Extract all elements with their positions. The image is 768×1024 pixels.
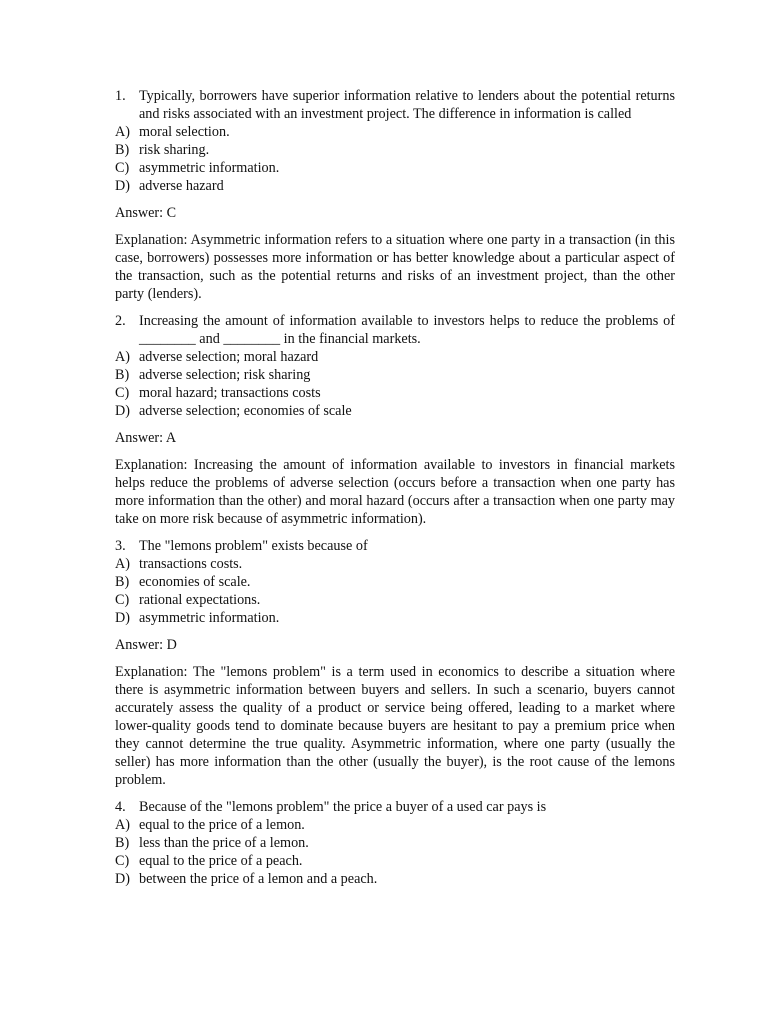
question-number: 4.	[115, 799, 126, 815]
option-text: asymmetric information.	[139, 160, 280, 176]
question-1	[115, 87, 675, 123]
option-c	[115, 159, 675, 177]
question-block-1	[115, 87, 675, 303]
option-b	[115, 834, 675, 852]
explanation: Explanation: Asymmetric information refers to a situation where one party in a transaction (in this case, borrowers) possesses more information or has better knowledge about a particular aspect of the transaction, such as the potential returns and risks of an investment project, than the other party (lenders).	[115, 232, 675, 302]
option-b	[115, 141, 675, 159]
document-page	[115, 87, 675, 888]
option-text: rational expectations.	[139, 592, 261, 608]
option-d	[115, 177, 675, 195]
question-block-3	[115, 537, 675, 789]
option-text: equal to the price of a lemon.	[139, 817, 305, 833]
option-b	[115, 366, 675, 384]
question-4	[115, 798, 675, 816]
option-letter: B)	[115, 835, 130, 851]
question-block-4	[115, 798, 675, 888]
question-3	[115, 537, 675, 555]
question-2	[115, 312, 675, 348]
option-c	[115, 852, 675, 870]
option-letter: C)	[115, 160, 130, 176]
option-a	[115, 123, 675, 141]
option-text: less than the price of a lemon.	[139, 835, 309, 851]
option-letter: C)	[115, 592, 130, 608]
option-letter: D)	[115, 610, 130, 626]
question-text: Typically, borrowers have superior information relative to lenders about the potential returns and risks associated with an investment project. The difference in information is called	[139, 88, 675, 122]
option-text: transactions costs.	[139, 556, 243, 572]
option-text: asymmetric information.	[139, 610, 280, 626]
option-letter: A)	[115, 124, 130, 140]
option-a	[115, 555, 675, 573]
option-letter: D)	[115, 178, 130, 194]
option-a	[115, 816, 675, 834]
question-text: Because of the "lemons problem" the price a buyer of a used car pays is	[139, 799, 547, 815]
option-letter: A)	[115, 817, 130, 833]
option-letter: C)	[115, 853, 130, 869]
answer: Answer: C	[115, 205, 177, 221]
option-b	[115, 573, 675, 591]
question-text: The "lemons problem" exists because of	[139, 538, 368, 554]
question-number: 3.	[115, 538, 126, 554]
question-number: 2.	[115, 313, 126, 329]
option-text: economies of scale.	[139, 574, 251, 590]
question-text: Increasing the amount of information available to investors helps to reduce the problems of ________ and ________ in the financial markets.	[139, 313, 675, 347]
option-text: adverse selection; moral hazard	[139, 349, 319, 365]
option-letter: B)	[115, 142, 130, 158]
option-letter: B)	[115, 367, 130, 383]
explanation: Explanation: The "lemons problem" is a term used in economics to describe a situation where there is asymmetric information between buyers and sellers. In such a scenario, buyers cannot accurately assess the quality of a product or service being offered, leading to a market where lower-quality goods tend to dominate because buyers are hesitant to pay a premium price when they cannot determine the true quality. Asymmetric information, where one party (usually the seller) has more information than the other (usually the buyer), is the root cause of the lemons problem.	[115, 664, 675, 788]
option-letter: A)	[115, 349, 130, 365]
option-a	[115, 348, 675, 366]
option-d	[115, 402, 675, 420]
question-number: 1.	[115, 88, 126, 104]
option-text: adverse selection; risk sharing	[139, 367, 311, 383]
option-c	[115, 384, 675, 402]
option-d	[115, 870, 675, 888]
explanation: Explanation: Increasing the amount of information available to investors in financial markets helps reduce the problems of adverse selection (occurs before a transaction when one party has more information than the other) and moral hazard (occurs after a transaction when one party may take on more risk because of asymmetric information).	[115, 457, 675, 527]
option-d	[115, 609, 675, 627]
option-letter: D)	[115, 403, 130, 419]
question-block-2	[115, 312, 675, 528]
answer: Answer: D	[115, 637, 177, 653]
option-letter: B)	[115, 574, 130, 590]
option-text: equal to the price of a peach.	[139, 853, 303, 869]
option-text: adverse selection; economies of scale	[139, 403, 352, 419]
option-text: moral selection.	[139, 124, 230, 140]
option-text: moral hazard; transactions costs	[139, 385, 321, 401]
options-list	[115, 348, 675, 420]
answer: Answer: A	[115, 430, 177, 446]
option-letter: C)	[115, 385, 130, 401]
option-text: between the price of a lemon and a peach.	[139, 871, 378, 887]
option-letter: A)	[115, 556, 130, 572]
options-list	[115, 555, 675, 627]
options-list	[115, 123, 675, 195]
option-letter: D)	[115, 871, 130, 887]
option-text: risk sharing.	[139, 142, 210, 158]
option-text: adverse hazard	[139, 178, 224, 194]
option-c	[115, 591, 675, 609]
options-list	[115, 816, 675, 888]
